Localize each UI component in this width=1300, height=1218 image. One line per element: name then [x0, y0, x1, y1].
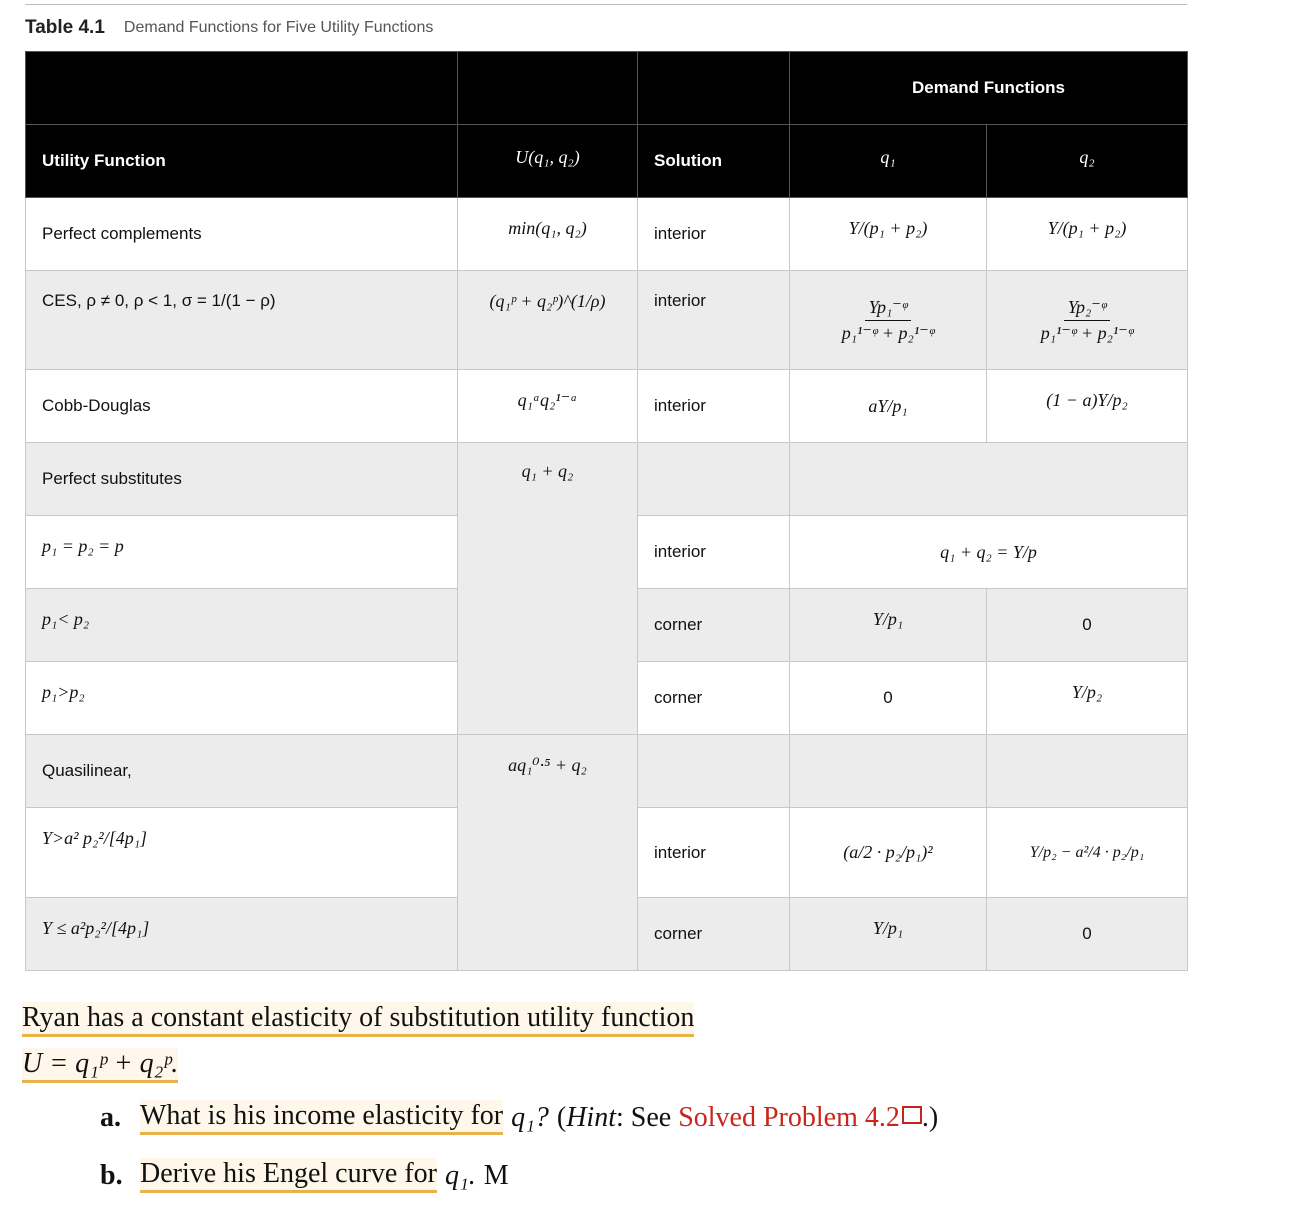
- problem-intro: Ryan has a constant elasticity of substitution utility function: [22, 1002, 694, 1037]
- q1-denominator: p₁¹⁻ᵠ + p₂¹⁻ᵠ: [841, 322, 935, 343]
- row-q2: (1 − a)Y/p₂: [987, 370, 1188, 443]
- row-solution: interior: [638, 271, 790, 370]
- hint-word: Hint: [566, 1101, 616, 1133]
- question-a: [100, 1100, 938, 1135]
- row-utility: aq₁⁰·⁵ + q₂: [458, 735, 638, 971]
- header-demand-functions: Demand Functions: [790, 52, 1188, 125]
- header-q2: q₂: [987, 125, 1188, 198]
- row-solution: [638, 443, 790, 516]
- row-q2: 0: [987, 589, 1188, 662]
- row-q2: [987, 271, 1188, 370]
- header-q1: q₁: [790, 125, 987, 198]
- row-solution: interior: [638, 198, 790, 271]
- row-q1: 0: [790, 662, 987, 735]
- question-b-tag: M: [483, 1159, 509, 1191]
- row-name: Quasilinear,: [26, 735, 458, 808]
- question-b-var: q₁.: [445, 1159, 476, 1191]
- question-a-text: What is his income elasticity for: [140, 1100, 503, 1135]
- table-number: Table 4.1: [25, 17, 105, 38]
- row-solution: interior: [638, 370, 790, 443]
- row-q2: Y/p₂ − a²/4 · p₂/p₁: [987, 808, 1188, 898]
- q1-numerator: Yp₁⁻ᵠ: [865, 297, 912, 321]
- problem-statement: [22, 996, 1122, 1088]
- demand-functions-table: [25, 51, 1188, 971]
- header-row-top: [26, 52, 1188, 125]
- row-name: p₁< p₂: [26, 589, 458, 662]
- external-link-icon[interactable]: [902, 1106, 922, 1124]
- question-a-hint: [557, 1102, 938, 1134]
- row-utility: q₁ + q₂: [458, 443, 638, 735]
- q1-fraction: [838, 297, 938, 344]
- question-a-letter: a.: [100, 1101, 121, 1133]
- row-name: Y ≤ a²p₂²/[4p₁]: [26, 898, 458, 971]
- row-q1: Y/(p₁ + p₂): [790, 198, 987, 271]
- row-solution: interior: [638, 516, 790, 589]
- row-name: Perfect substitutes: [26, 443, 458, 516]
- header-u: U(q₁, q₂): [458, 125, 638, 198]
- table-title: Demand Functions for Five Utility Functions: [123, 19, 434, 36]
- header-blank-1: [26, 52, 458, 125]
- row-q2: 0: [987, 898, 1188, 971]
- row-solution: corner: [638, 898, 790, 971]
- row-q1: Y/p₁: [790, 898, 987, 971]
- row-q1: [790, 271, 987, 370]
- problem-formula: U = q₁ᵖ + q₂ᵖ.: [22, 1048, 178, 1083]
- solved-problem-link[interactable]: Solved Problem 4.2: [678, 1101, 900, 1133]
- table-row: [26, 735, 1188, 808]
- row-name: Y>a² p₂²/[4p₁]: [26, 808, 458, 898]
- question-b-letter: b.: [100, 1159, 123, 1191]
- row-solution: corner: [638, 662, 790, 735]
- row-q1: [790, 735, 987, 808]
- question-b-text: Derive his Engel curve for: [140, 1158, 437, 1193]
- row-demand: q₁ + q₂ = Y/p: [790, 516, 1188, 589]
- row-q1: Y/p₁: [790, 589, 987, 662]
- row-demand: [790, 443, 1188, 516]
- row-name: p₁ = p₂ = p: [26, 516, 458, 589]
- hint-open: (: [556, 1101, 567, 1133]
- header-row: [26, 125, 1188, 198]
- q2-denominator: p₁¹⁻ᵠ + p₂¹⁻ᵠ: [1040, 322, 1134, 343]
- row-q1: (a/2 · p₂/p₁)²: [790, 808, 987, 898]
- table-row: [26, 271, 1188, 370]
- row-q2: [987, 735, 1188, 808]
- table-caption: [25, 14, 433, 42]
- row-q2: Y/(p₁ + p₂): [987, 198, 1188, 271]
- top-rule: [25, 4, 1187, 5]
- row-utility: (q₁ᵖ + q₂ᵖ)^(1/ρ): [458, 271, 638, 370]
- header-utility-function: Utility Function: [26, 125, 458, 198]
- header-blank-3: [638, 52, 790, 125]
- row-solution: [638, 735, 790, 808]
- table-row: [26, 370, 1188, 443]
- hint-mid: : See: [615, 1101, 679, 1133]
- row-name: Perfect complements: [26, 198, 458, 271]
- row-name: p₁>p₂: [26, 662, 458, 735]
- q2-numerator: Yp₂⁻ᵠ: [1064, 297, 1111, 321]
- row-name: Cobb-Douglas: [26, 370, 458, 443]
- row-name: CES, ρ ≠ 0, ρ < 1, σ = 1/(1 − ρ): [26, 271, 458, 370]
- row-q1: aY/p₁: [790, 370, 987, 443]
- row-solution: interior: [638, 808, 790, 898]
- question-a-var: q₁?: [511, 1101, 549, 1133]
- table-row: [26, 443, 1188, 516]
- header-solution: Solution: [638, 125, 790, 198]
- q2-fraction: [1037, 297, 1137, 344]
- row-solution: corner: [638, 589, 790, 662]
- table-row: [26, 198, 1188, 271]
- header-blank-2: [458, 52, 638, 125]
- question-b: [100, 1158, 509, 1193]
- row-utility: q₁ᵃq₂¹⁻ᵃ: [458, 370, 638, 443]
- hint-close: .): [921, 1101, 939, 1133]
- row-q2: Y/p₂: [987, 662, 1188, 735]
- row-utility: min(q₁, q₂): [458, 198, 638, 271]
